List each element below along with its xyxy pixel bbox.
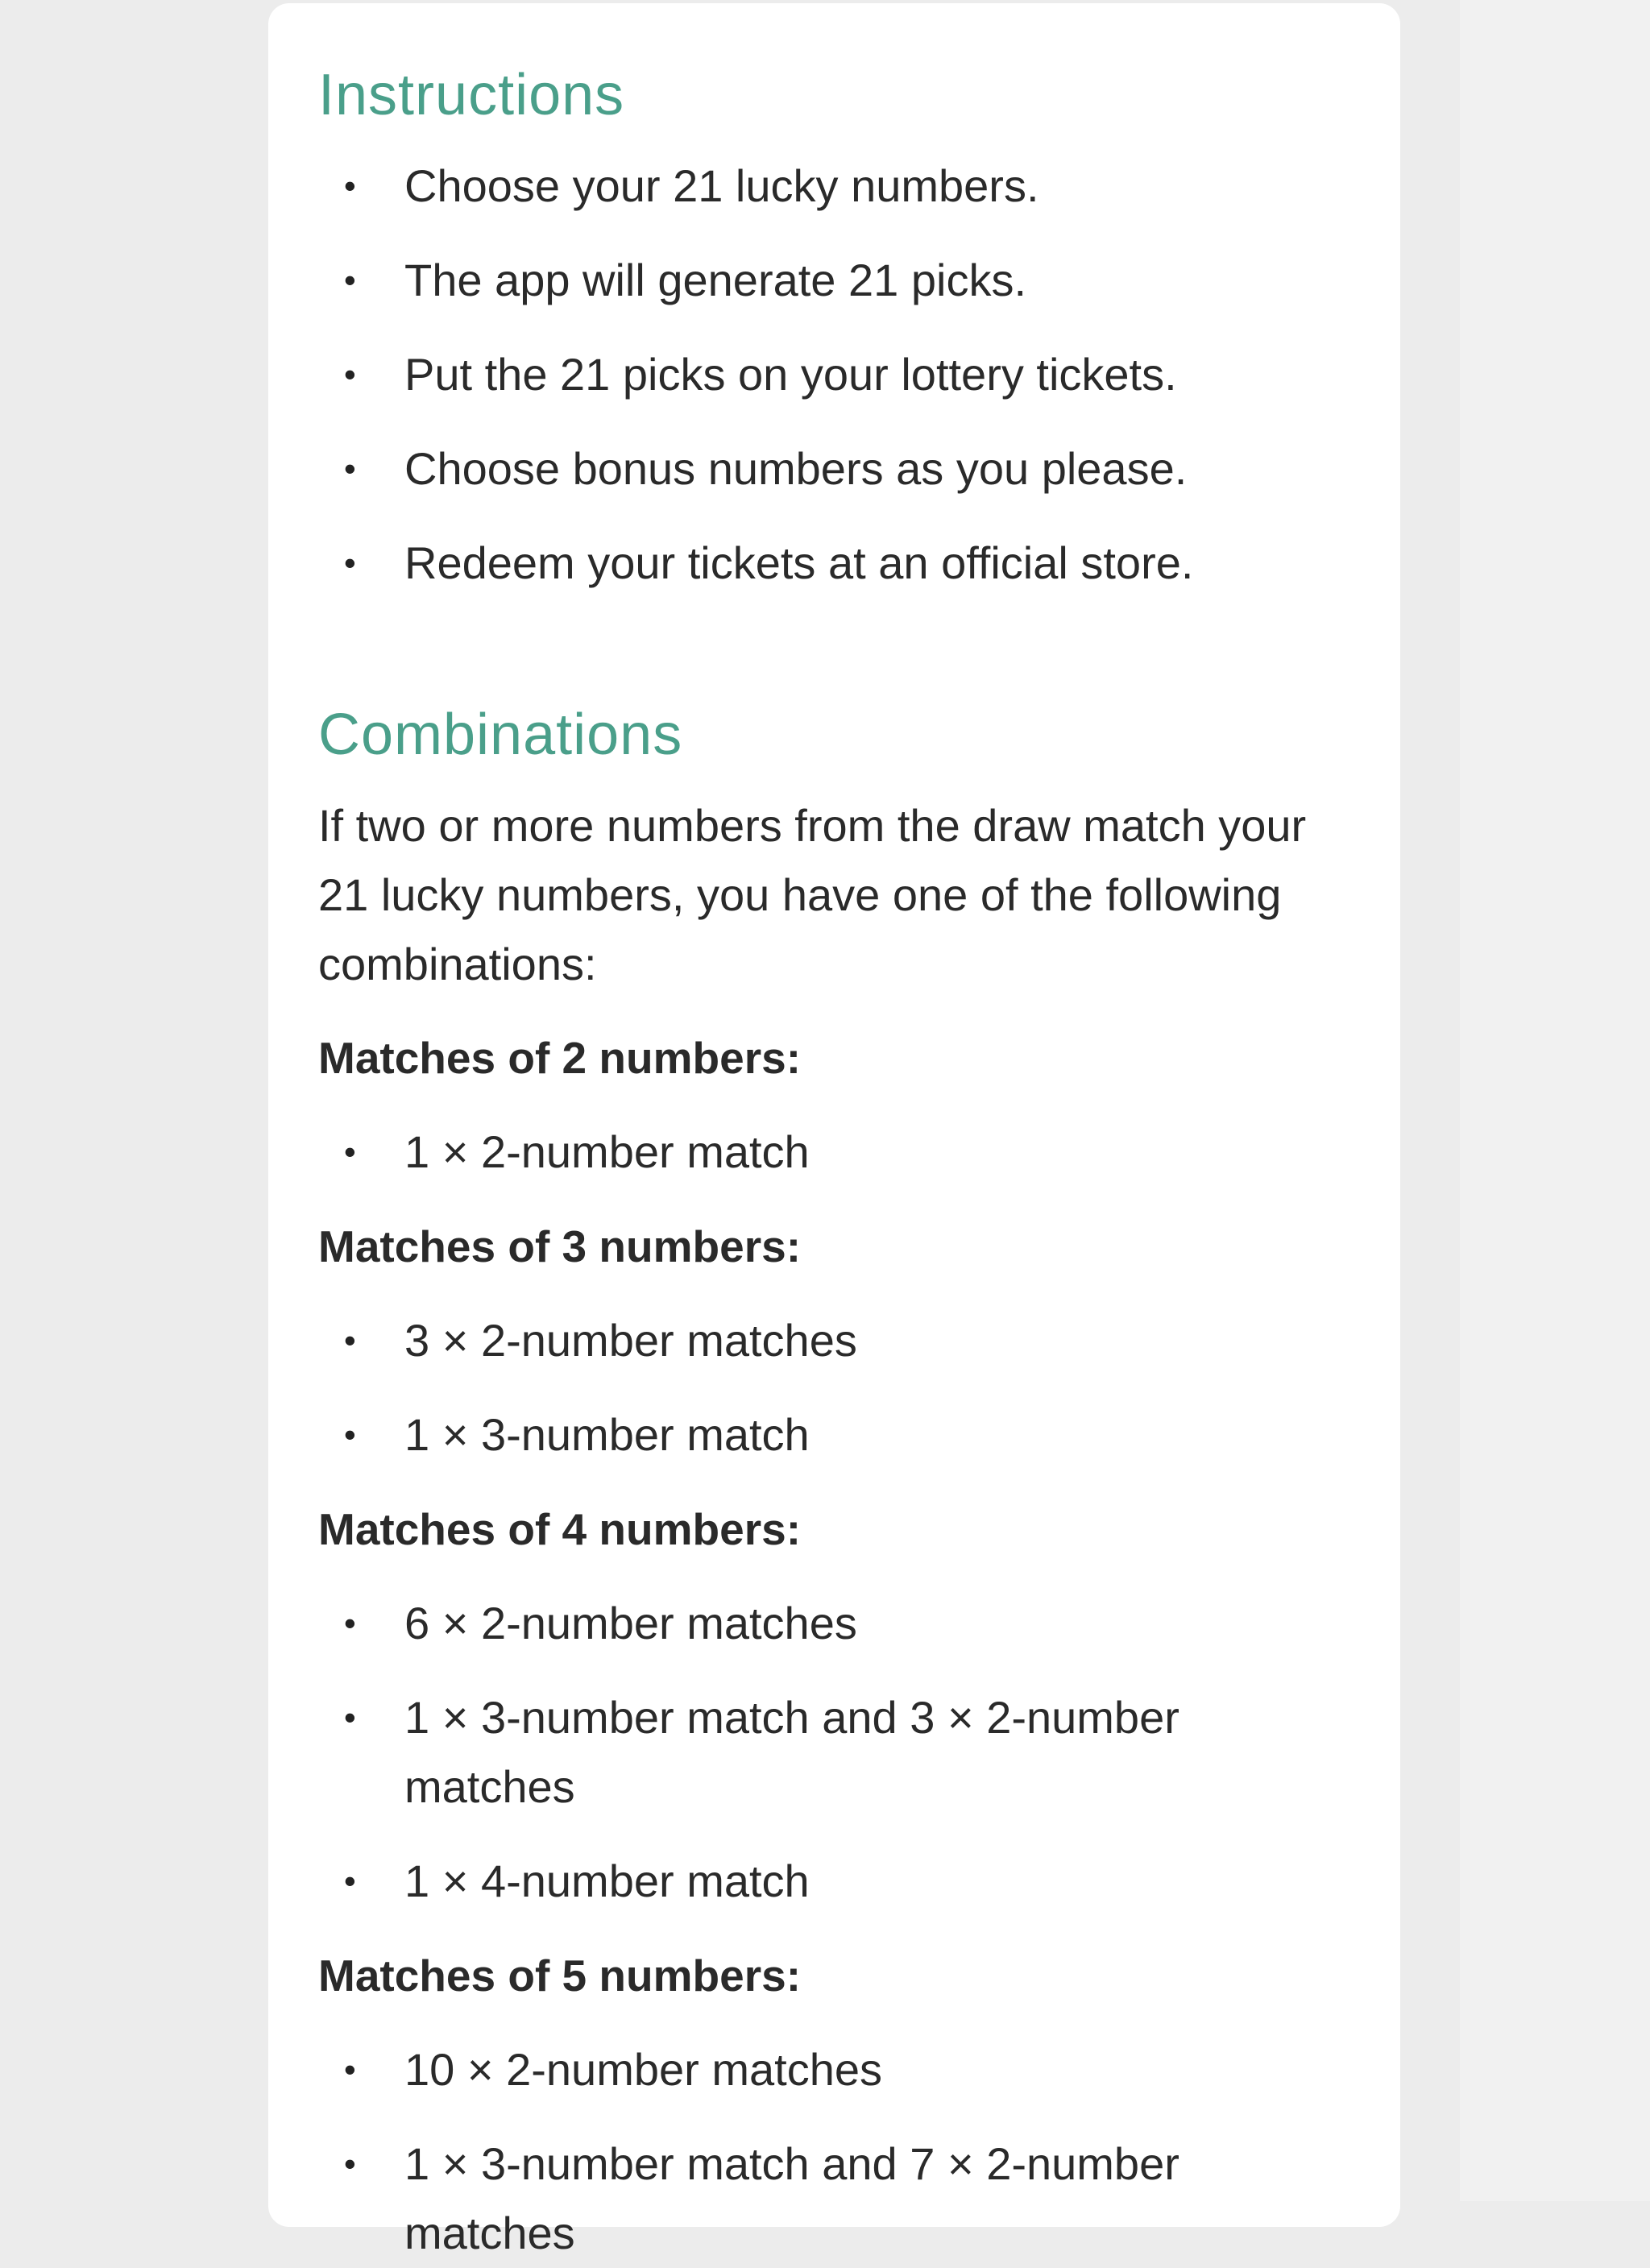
instructions-section <box>318 53 1352 598</box>
match-group-list <box>318 1117 1352 1187</box>
instruction-item: • The app will generate 21 picks. <box>318 246 1352 315</box>
match-item: • 1 × 3-number match and 3 × 2-number matches <box>318 1683 1355 1822</box>
match-group-heading: Matches of 5 numbers: <box>318 1951 802 2001</box>
match-group-heading: Matches of 4 numbers: <box>318 1504 802 1554</box>
match-group-heading: Matches of 2 numbers: <box>318 1033 802 1083</box>
instructions-list <box>318 151 1352 598</box>
content-card <box>268 3 1400 2258</box>
match-item: • 1 × 3-number match and 7 × 2-number matches <box>318 2129 1355 2268</box>
instructions-title: Instructions <box>318 63 625 127</box>
match-item: • 1 × 2-number match <box>318 1117 1355 1187</box>
match-group-4 <box>318 1495 1352 1916</box>
match-item: • 10 × 2-number matches <box>318 2035 1355 2104</box>
instruction-item: • Redeem your tickets at an official store. <box>318 529 1352 598</box>
match-item: • 6 × 2-number matches <box>318 1589 1355 1658</box>
match-item: • 3 × 2-number matches <box>318 1306 1355 1375</box>
side-panel-edge <box>1460 0 1650 2201</box>
combinations-title: Combinations <box>318 703 683 767</box>
match-item: • 1 × 3-number match <box>318 1400 1355 1470</box>
match-group-list <box>318 1589 1352 1916</box>
combinations-intro: If two or more numbers from the draw match your 21 lucky numbers, you have one of the following combinations: <box>318 800 1307 989</box>
match-group-heading: Matches of 3 numbers: <box>318 1221 802 1271</box>
match-group-3 <box>318 1212 1352 1470</box>
match-group-2 <box>318 1023 1352 1187</box>
instruction-item: • Put the 21 picks on your lottery tickets. <box>318 340 1352 409</box>
match-item: • 1 × 4-number match <box>318 1847 1355 1916</box>
match-group-5 <box>318 1941 1352 2268</box>
instruction-item: • Choose your 21 lucky numbers. <box>318 151 1352 221</box>
combinations-section <box>318 693 1352 2268</box>
instruction-item: • Choose bonus numbers as you please. <box>318 434 1352 504</box>
match-group-list <box>318 2035 1352 2268</box>
match-group-list <box>318 1306 1352 1470</box>
